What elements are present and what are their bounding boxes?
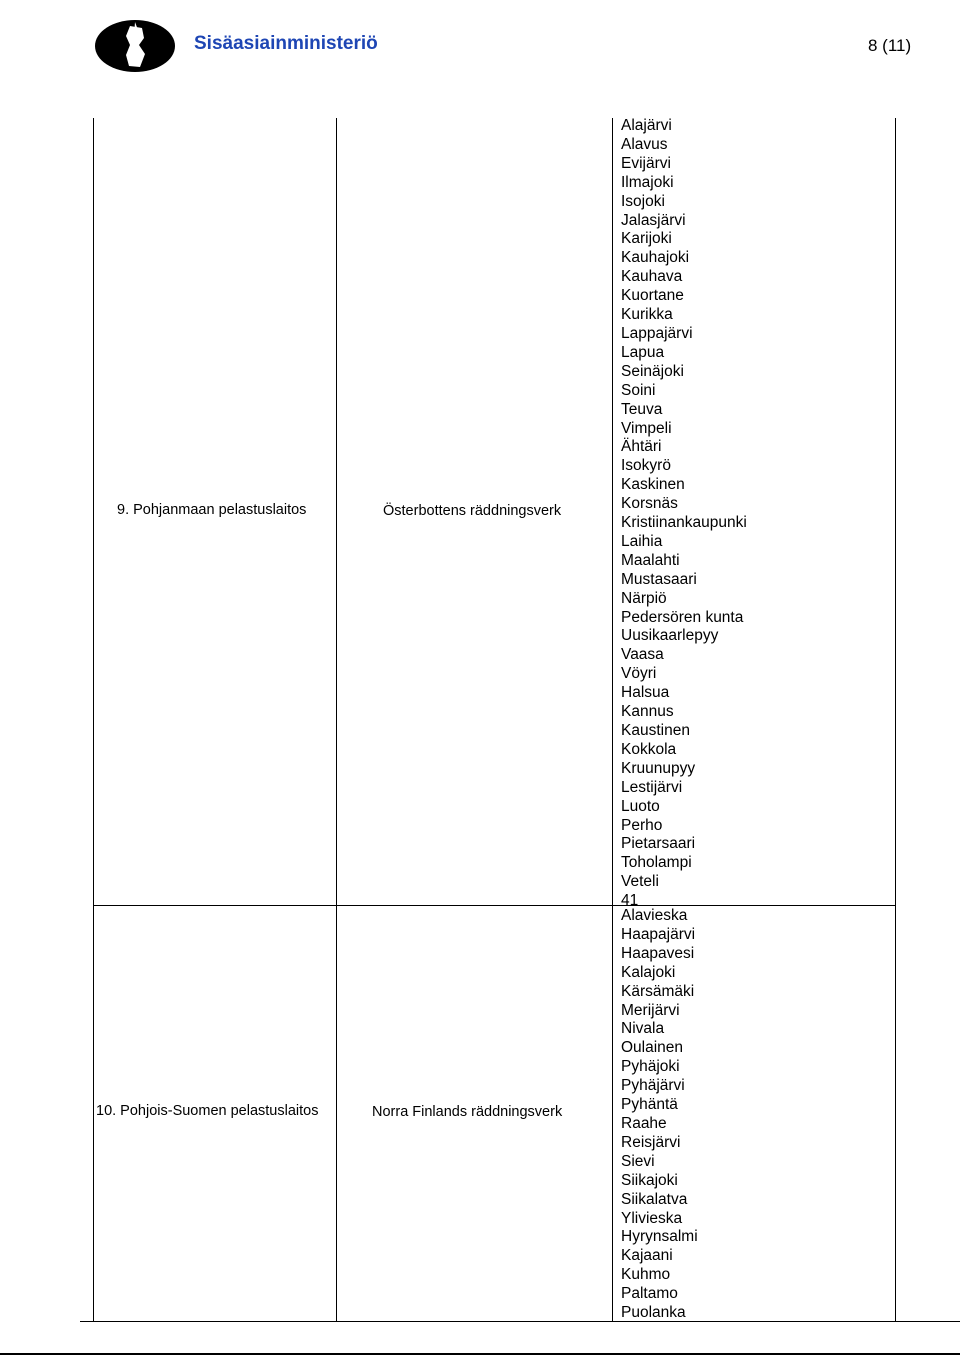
municipality-item: Maalahti	[621, 551, 680, 569]
municipality-item: Isokyrö	[621, 457, 671, 475]
page-number: 8 (11)	[868, 36, 912, 55]
municipality-item: Närpiö	[621, 589, 667, 607]
municipality-item: Korsnäs	[621, 495, 678, 513]
municipality-item: Jalasjärvi	[621, 211, 686, 229]
municipality-item: Vimpeli	[621, 419, 672, 437]
municipality-item: Lappajärvi	[621, 324, 693, 342]
row-10-swedish-name: Norra Finlands räddningsverk	[372, 1104, 563, 1120]
table-left-border	[93, 118, 94, 1322]
municipality-item: Kauhajoki	[621, 249, 690, 267]
municipality-item: Kalajoki	[621, 963, 676, 981]
municipality-item: Kauhava	[621, 268, 683, 286]
municipality-item: Puolanka	[621, 1304, 686, 1322]
municipality-item: 41	[621, 892, 639, 910]
municipality-item: Kurikka	[621, 306, 673, 324]
column-divider-1	[336, 118, 337, 1322]
municipality-item: Pyhäjärvi	[621, 1077, 685, 1095]
municipality-item: Haapavesi	[621, 944, 695, 962]
municipality-item: Siikajoki	[621, 1171, 678, 1189]
municipality-item: Lestijärvi	[621, 778, 683, 796]
table-right-border	[895, 118, 896, 1322]
municipality-item: Kuhmo	[621, 1266, 671, 1284]
municipality-item: Pyhäjoki	[621, 1058, 680, 1076]
municipality-item: Lapua	[621, 343, 665, 361]
municipality-item: Vaasa	[621, 646, 664, 664]
municipality-item: Luoto	[621, 797, 660, 815]
municipality-item: Hyrynsalmi	[621, 1228, 698, 1246]
municipality-item: Vöyri	[621, 665, 657, 683]
municipality-item: Alavus	[621, 135, 668, 153]
municipality-item: Ilmajoki	[621, 173, 674, 191]
municipality-item: Pedersören kunta	[621, 608, 744, 626]
municipality-item: Evijärvi	[621, 154, 671, 172]
municipality-item: Laihia	[621, 532, 663, 550]
municipality-item: Kuortane	[621, 287, 684, 305]
municipality-item: Merijärvi	[621, 1001, 680, 1019]
municipality-item: Karijoki	[621, 230, 672, 248]
municipality-item: Sievi	[621, 1152, 655, 1170]
municipality-item: Halsua	[621, 684, 670, 702]
row-9-name: 9. Pohjanmaan pelastuslaitos	[117, 502, 307, 518]
municipality-item: Kajaani	[621, 1247, 673, 1265]
municipality-item: Kaustinen	[621, 722, 690, 739]
municipality-item: Seinäjoki	[621, 362, 684, 380]
municipality-item: Siikalatva	[621, 1190, 688, 1208]
municipality-item: Pietarsaari	[621, 835, 696, 853]
municipality-item: Alavieska	[621, 907, 688, 924]
municipality-item: Kärsämäki	[621, 982, 695, 1000]
municipality-item: Kristiinankaupunki	[621, 514, 747, 532]
page-bottom-rule	[0, 1353, 960, 1355]
municipality-item: Kaskinen	[621, 476, 685, 494]
row-divider	[93, 905, 895, 906]
municipality-item: Veteli	[621, 873, 659, 891]
row-10-municipality-list	[621, 907, 698, 1323]
municipality-item: Soini	[621, 381, 656, 399]
municipality-item: Ylivieska	[621, 1209, 683, 1227]
municipality-item: Paltamo	[621, 1285, 678, 1303]
municipality-item: Oulainen	[621, 1039, 684, 1057]
municipality-item: Haapajärvi	[621, 925, 696, 943]
ministry-name: Sisäasiainministeriö	[194, 33, 378, 54]
municipality-item: Raahe	[621, 1114, 667, 1132]
table-bottom-border	[80, 1321, 960, 1322]
column-divider-2	[612, 118, 613, 1322]
municipality-item: Toholampi	[621, 854, 692, 872]
ministry-logo	[92, 18, 178, 74]
row-9-municipality-list	[621, 117, 747, 911]
municipality-item: Reisjärvi	[621, 1133, 681, 1151]
municipality-item: Ähtäri	[621, 438, 662, 456]
municipality-item: Kokkola	[621, 740, 677, 758]
municipality-item: Alajärvi	[621, 117, 672, 134]
municipality-item: Perho	[621, 816, 663, 834]
municipality-item: Teuva	[621, 400, 663, 418]
municipality-item: Nivala	[621, 1020, 665, 1038]
municipality-item: Isojoki	[621, 192, 665, 210]
municipality-item: Uusikaarlepyy	[621, 627, 719, 645]
municipality-item: Kannus	[621, 703, 674, 721]
row-9-swedish-name: Österbottens räddningsverk	[383, 503, 562, 519]
row-10-name: 10. Pohjois-Suomen pelastuslaitos	[96, 1103, 319, 1119]
municipality-item: Kruunupyy	[621, 759, 696, 777]
municipality-item: Mustasaari	[621, 570, 697, 588]
municipality-item: Pyhäntä	[621, 1096, 678, 1114]
